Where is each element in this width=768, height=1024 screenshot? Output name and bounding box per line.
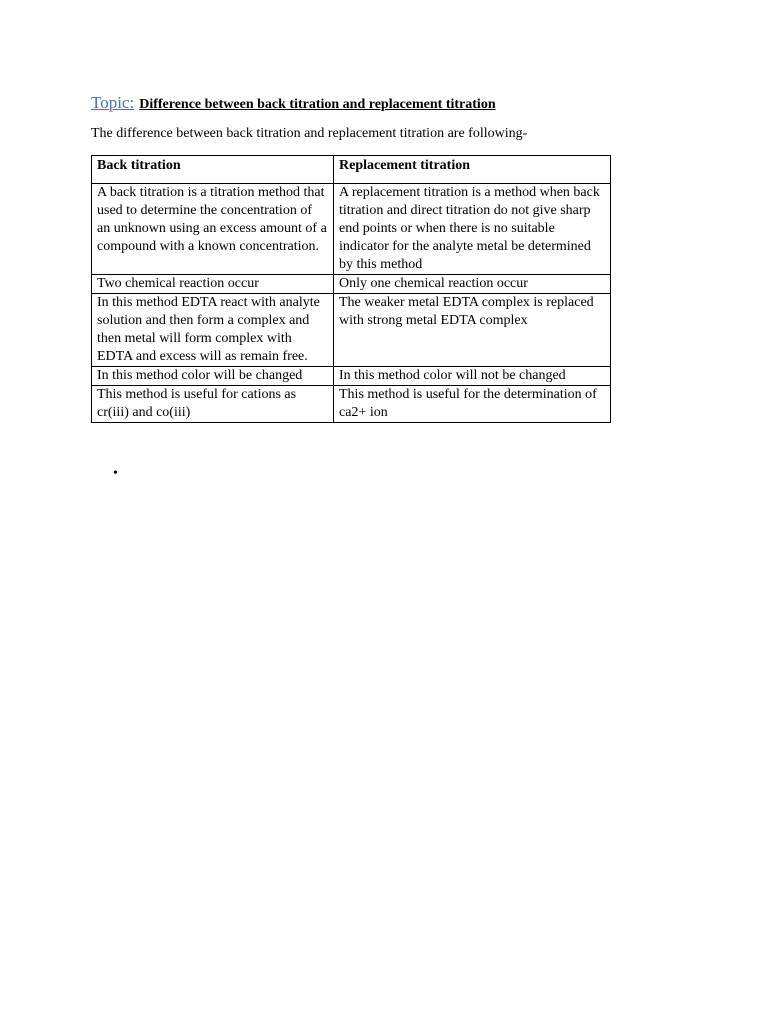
table-row xyxy=(92,386,611,423)
table-cell: A replacement titration is a method when back titration and direct titration do not give sharp end points or when there is no suitable indicator for the analyte metal be determined by this method xyxy=(334,184,611,275)
table-cell: Two chemical reaction occur xyxy=(92,275,334,294)
table-row xyxy=(92,184,611,275)
intro-paragraph: The difference between back titration and replacement titration are following- xyxy=(91,126,528,141)
table-row xyxy=(92,367,611,386)
header-back-titration: Back titration xyxy=(92,156,334,184)
header-replacement-titration: Replacement titration xyxy=(334,156,611,184)
topic-title: Difference between back titration and replacement titration xyxy=(139,97,496,112)
table-cell: In this method EDTA react with analyte solution and then form a complex and then metal will form complex with EDTA and excess will as remain free. xyxy=(92,294,334,367)
table-cell: A back titration is a titration method that used to determine the concentration of an unknown using an excess amount of a compound with a known concentration. xyxy=(92,184,334,275)
empty-bullet-point: • xyxy=(113,466,118,481)
table-cell: In this method color will be changed xyxy=(92,367,334,386)
table-header-row xyxy=(92,156,611,184)
topic-label: Topic: xyxy=(91,93,135,112)
table-cell: The weaker metal EDTA complex is replaced with strong metal EDTA complex xyxy=(334,294,611,367)
table-cell: Only one chemical reaction occur xyxy=(334,275,611,294)
table-row xyxy=(92,294,611,367)
comparison-table xyxy=(91,155,611,423)
table-row xyxy=(92,275,611,294)
table-cell: This method is useful for the determination of ca2+ ion xyxy=(334,386,611,423)
table-cell: This method is useful for cations as cr(iii) and co(iii) xyxy=(92,386,334,423)
table-cell: In this method color will not be changed xyxy=(334,367,611,386)
topic-heading xyxy=(91,93,496,113)
